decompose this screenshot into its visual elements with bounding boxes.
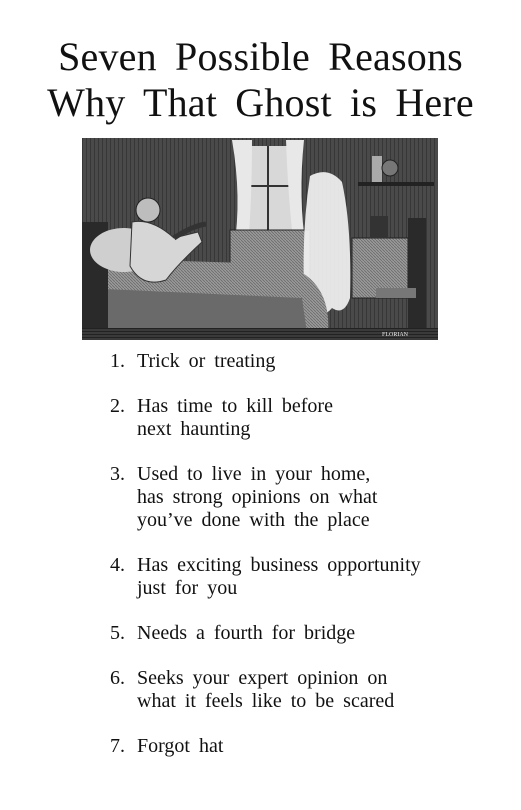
list-item (110, 622, 490, 645)
item-number: 5. (110, 622, 125, 644)
list-item (110, 350, 490, 373)
item-number: 7. (110, 735, 125, 757)
item-text: Has time to kill before (137, 395, 333, 417)
item-number: 2. (110, 395, 125, 417)
artist-signature: FLORIAN (382, 332, 409, 338)
list-item (110, 395, 490, 441)
page-title-line-1: Seven Possible Reasons (58, 34, 463, 79)
item-text: next haunting (137, 418, 251, 440)
item-number: 1. (110, 350, 125, 372)
list-item (110, 463, 490, 532)
item-text: you’ve done with the place (137, 509, 370, 531)
reasons-list (110, 350, 490, 780)
engraving-icon (82, 138, 438, 340)
page-title-line-2: Why That Ghost is Here (47, 80, 474, 125)
item-text: what it feels like to be scared (137, 690, 395, 712)
list-item (110, 735, 490, 758)
item-number: 6. (110, 667, 125, 689)
item-text: has strong opinions on what (137, 486, 378, 508)
item-text: Has exciting business opportunity (137, 554, 421, 576)
list-item (110, 667, 490, 713)
list-item (110, 554, 490, 600)
item-text: just for you (137, 577, 238, 599)
ghost-engraving-illustration (82, 138, 438, 340)
item-text: Trick or treating (137, 350, 276, 372)
item-text: Seeks your expert opinion on (137, 667, 388, 689)
item-text: Needs a fourth for bridge (137, 622, 356, 644)
item-number: 3. (110, 463, 125, 485)
item-text: Forgot hat (137, 735, 224, 757)
item-number: 4. (110, 554, 125, 576)
item-text: Used to live in your home, (137, 463, 371, 485)
